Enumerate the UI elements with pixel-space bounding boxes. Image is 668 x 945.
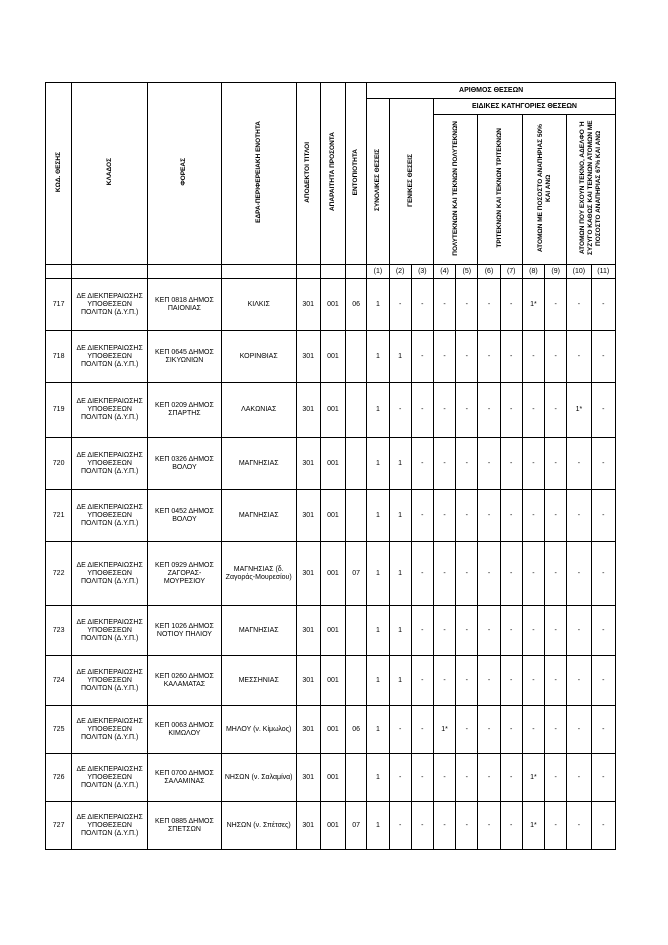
table-row (46, 802, 616, 850)
cell-agency: ΚΕΠ 0452 ΔΗΜΟΣ ΒΟΛΟΥ (148, 490, 222, 542)
cell-count: - (567, 754, 591, 802)
cell-seat: ΝΗΣΩΝ (ν. Σπέτσες) (221, 802, 296, 850)
cell-count: 1 (367, 490, 389, 542)
cell-count: 1 (367, 438, 389, 490)
cell-count: 1 (367, 279, 389, 331)
cell-count: - (545, 802, 567, 850)
cell-count: - (433, 279, 455, 331)
cell-agency: ΚΕΠ 0818 ΔΗΜΟΣ ΠΑΙΟΝΙΑΣ (148, 279, 222, 331)
cell-count: - (411, 279, 433, 331)
cell-count: - (522, 438, 544, 490)
cell-code: 724 (46, 656, 72, 706)
cell-count: - (591, 279, 615, 331)
cell-local (346, 383, 367, 438)
cell-count: 1* (522, 754, 544, 802)
cell-count: - (567, 438, 591, 490)
cell-count: - (411, 383, 433, 438)
column-number: (9) (545, 265, 567, 279)
cell-count: - (456, 754, 478, 802)
cell-agency: ΚΕΠ 0700 ΔΗΜΟΣ ΣΑΛΑΜΙΝΑΣ (148, 754, 222, 802)
cell-branch: ΔΕ ΔΙΕΚΠΕΡΑΙΩΣΗΣ ΥΠΟΘΕΣΕΩΝ ΠΟΛΙΤΩΝ (Δ.Υ.Π.) (72, 542, 148, 606)
cell-count: - (456, 706, 478, 754)
cell-count: - (500, 383, 522, 438)
cell-count: - (478, 706, 500, 754)
cell-count: 1 (389, 490, 411, 542)
cell-count: - (411, 331, 433, 383)
cell-extra: 001 (320, 706, 345, 754)
header-extra: ΑΠΑΡΑΙΤΗΤΑ ΠΡΟΣΟΝΤΑ (320, 83, 345, 265)
cell-count: - (591, 490, 615, 542)
cell-count: - (545, 490, 567, 542)
header-total: ΣΥΝΟΛΙΚΕΣ ΘΕΣΕΙΣ (367, 99, 389, 265)
cell-count: - (545, 706, 567, 754)
cell-count: - (389, 754, 411, 802)
cell-code: 726 (46, 754, 72, 802)
cell-count: - (591, 656, 615, 706)
cell-titles: 301 (296, 490, 320, 542)
cell-count: - (522, 706, 544, 754)
cell-count: - (522, 542, 544, 606)
table-row (46, 490, 616, 542)
cell-code: 717 (46, 279, 72, 331)
cell-count: - (567, 706, 591, 754)
cell-branch: ΔΕ ΔΙΕΚΠΕΡΑΙΩΣΗΣ ΥΠΟΘΕΣΕΩΝ ΠΟΛΙΤΩΝ (Δ.Υ.Π.) (72, 438, 148, 490)
cell-code: 727 (46, 802, 72, 850)
cell-count: - (500, 279, 522, 331)
cell-code: 723 (46, 606, 72, 656)
cell-code: 718 (46, 331, 72, 383)
cell-count: 1 (389, 438, 411, 490)
cell-count: - (567, 490, 591, 542)
cell-count: - (456, 331, 478, 383)
cell-count: - (478, 438, 500, 490)
cell-count: - (591, 383, 615, 438)
cell-count: - (433, 490, 455, 542)
cell-titles: 301 (296, 754, 320, 802)
cell-count: - (456, 490, 478, 542)
cell-count: 1 (389, 656, 411, 706)
cell-count: 1 (367, 331, 389, 383)
table-row (46, 754, 616, 802)
cell-count: 1 (367, 802, 389, 850)
header-poly: ΠΟΛΥΤΕΚΝΩΝ ΚΑΙ ΤΕΚΝΩΝ ΠΟΛΥΤΕΚΝΩΝ (433, 115, 477, 265)
cell-extra: 001 (320, 606, 345, 656)
cell-count: - (411, 490, 433, 542)
table-row (46, 606, 616, 656)
cell-titles: 301 (296, 383, 320, 438)
cell-agency: ΚΕΠ 0645 ΔΗΜΟΣ ΣΙΚΥΩΝΙΩΝ (148, 331, 222, 383)
cell-count: 1 (367, 656, 389, 706)
cell-count: - (433, 331, 455, 383)
cell-local (346, 606, 367, 656)
column-number: (8) (522, 265, 544, 279)
cell-code: 722 (46, 542, 72, 606)
cell-titles: 301 (296, 706, 320, 754)
cell-count: - (545, 656, 567, 706)
positions-table (45, 82, 616, 850)
cell-count: - (567, 656, 591, 706)
cell-count: - (500, 490, 522, 542)
cell-extra: 001 (320, 331, 345, 383)
cell-branch: ΔΕ ΔΙΕΚΠΕΡΑΙΩΣΗΣ ΥΠΟΘΕΣΕΩΝ ΠΟΛΙΤΩΝ (Δ.Υ.Π.) (72, 383, 148, 438)
cell-branch: ΔΕ ΔΙΕΚΠΕΡΑΙΩΣΗΣ ΥΠΟΘΕΣΕΩΝ ΠΟΛΙΤΩΝ (Δ.Υ.Π.) (72, 802, 148, 850)
cell-count: 1 (367, 706, 389, 754)
cell-branch: ΔΕ ΔΙΕΚΠΕΡΑΙΩΣΗΣ ΥΠΟΘΕΣΕΩΝ ΠΟΛΙΤΩΝ (Δ.Υ.Π.) (72, 754, 148, 802)
cell-agency: ΚΕΠ 0260 ΔΗΜΟΣ ΚΑΛΑΜΑΤΑΣ (148, 656, 222, 706)
cell-count: - (411, 656, 433, 706)
cell-count: - (500, 438, 522, 490)
cell-count: 1 (389, 331, 411, 383)
cell-count: - (591, 706, 615, 754)
cell-branch: ΔΕ ΔΙΕΚΠΕΡΑΙΩΣΗΣ ΥΠΟΘΕΣΕΩΝ ΠΟΛΙΤΩΝ (Δ.Υ.Π.) (72, 490, 148, 542)
cell-count: - (567, 279, 591, 331)
cell-count: - (591, 331, 615, 383)
cell-agency: ΚΕΠ 0326 ΔΗΜΟΣ ΒΟΛΟΥ (148, 438, 222, 490)
cell-local (346, 490, 367, 542)
cell-count: - (389, 802, 411, 850)
header-disab: ΑΤΟΜΩΝ ΜΕ ΠΟΣΟΣΤΟ ΑΝΑΠΗΡΙΑΣ 50% ΚΑΙ ΑΝΩ (522, 115, 566, 265)
cell-extra: 001 (320, 279, 345, 331)
cell-count: - (478, 802, 500, 850)
cell-count: - (478, 542, 500, 606)
cell-agency: ΚΕΠ 0063 ΔΗΜΟΣ ΚΙΜΩΛΟΥ (148, 706, 222, 754)
cell-count: - (456, 542, 478, 606)
cell-count: 1 (389, 542, 411, 606)
cell-count: - (433, 383, 455, 438)
cell-count: - (478, 331, 500, 383)
cell-count: - (545, 438, 567, 490)
column-number: (5) (456, 265, 478, 279)
table-row (46, 542, 616, 606)
cell-titles: 301 (296, 438, 320, 490)
table-row (46, 656, 616, 706)
table-row (46, 383, 616, 438)
cell-branch: ΔΕ ΔΙΕΚΠΕΡΑΙΩΣΗΣ ΥΠΟΘΕΣΕΩΝ ΠΟΛΙΤΩΝ (Δ.Υ.Π.) (72, 331, 148, 383)
cell-count: - (478, 279, 500, 331)
cell-extra: 001 (320, 754, 345, 802)
cell-count: - (500, 542, 522, 606)
cell-count: - (411, 438, 433, 490)
cell-extra: 001 (320, 802, 345, 850)
cell-count: - (411, 802, 433, 850)
cell-seat: ΜΑΓΝΗΣΙΑΣ (221, 606, 296, 656)
cell-extra: 001 (320, 656, 345, 706)
cell-count: - (389, 279, 411, 331)
cell-count: - (389, 383, 411, 438)
column-number: (3) (411, 265, 433, 279)
cell-local: 06 (346, 279, 367, 331)
cell-agency: ΚΕΠ 0885 ΔΗΜΟΣ ΣΠΕΤΣΩΝ (148, 802, 222, 850)
cell-count: - (478, 606, 500, 656)
header-code: ΚΩΔ. ΘΕΣΗΣ (46, 83, 72, 265)
cell-count: - (591, 802, 615, 850)
cell-count: 1* (522, 279, 544, 331)
header-tri: ΤΡΙΤΕΚΝΩΝ ΚΑΙ ΤΕΚΝΩΝ ΤΡΙΤΕΚΝΩΝ (478, 115, 522, 265)
header-general: ΓΕΝΙΚΕΣ ΘΕΣΕΙΣ (389, 99, 433, 265)
header-local: ΕΝΤΟΠΙΟΤΗΤΑ (346, 83, 367, 265)
cell-count: - (567, 331, 591, 383)
cell-count: - (500, 331, 522, 383)
column-number: (10) (567, 265, 591, 279)
cell-count: - (456, 656, 478, 706)
cell-count: - (545, 606, 567, 656)
cell-count: - (478, 656, 500, 706)
cell-count: - (478, 754, 500, 802)
cell-branch: ΔΕ ΔΙΕΚΠΕΡΑΙΩΣΗΣ ΥΠΟΘΕΣΕΩΝ ΠΟΛΙΤΩΝ (Δ.Υ.Π.) (72, 706, 148, 754)
cell-code: 721 (46, 490, 72, 542)
cell-local (346, 656, 367, 706)
column-number: (1) (367, 265, 389, 279)
cell-agency: ΚΕΠ 0209 ΔΗΜΟΣ ΣΠΑΡΤΗΣ (148, 383, 222, 438)
cell-count: - (522, 331, 544, 383)
cell-count: - (411, 706, 433, 754)
cell-count: - (591, 606, 615, 656)
header-titles: ΑΠΟΔΕΚΤΟΙ ΤΙΤΛΟΙ (296, 83, 320, 265)
cell-agency: ΚΕΠ 0929 ΔΗΜΟΣ ΖΑΓΟΡΑΣ-ΜΟΥΡΕΣΙΟΥ (148, 542, 222, 606)
cell-seat: ΚΟΡΙΝΘΙΑΣ (221, 331, 296, 383)
cell-local (346, 438, 367, 490)
cell-count: - (411, 754, 433, 802)
cell-seat: ΚΙΛΚΙΣ (221, 279, 296, 331)
cell-count: - (567, 542, 591, 606)
cell-count: - (545, 383, 567, 438)
cell-count: 1* (522, 802, 544, 850)
cell-local: 07 (346, 802, 367, 850)
column-number: (4) (433, 265, 455, 279)
header-positions: ΑΡΙΘΜΟΣ ΘΕΣΕΩΝ (367, 83, 616, 99)
cell-count: - (591, 438, 615, 490)
cell-count: - (478, 383, 500, 438)
cell-count: - (591, 754, 615, 802)
cell-count: - (567, 802, 591, 850)
column-number: (6) (478, 265, 500, 279)
cell-count: - (456, 438, 478, 490)
cell-count: - (478, 490, 500, 542)
cell-count: 1 (367, 542, 389, 606)
cell-titles: 301 (296, 331, 320, 383)
table-row (46, 279, 616, 331)
cell-seat: ΜΑΓΝΗΣΙΑΣ (δ. Ζαγοράς-Μουρεσίου) (221, 542, 296, 606)
cell-extra: 001 (320, 438, 345, 490)
cell-count: - (500, 754, 522, 802)
cell-count: 1 (389, 606, 411, 656)
cell-count: - (411, 542, 433, 606)
cell-branch: ΔΕ ΔΙΕΚΠΕΡΑΙΩΣΗΣ ΥΠΟΘΕΣΕΩΝ ΠΟΛΙΤΩΝ (Δ.Υ.Π.) (72, 656, 148, 706)
cell-code: 719 (46, 383, 72, 438)
cell-local: 07 (346, 542, 367, 606)
cell-titles: 301 (296, 606, 320, 656)
cell-extra: 001 (320, 542, 345, 606)
column-number: (7) (500, 265, 522, 279)
cell-count: - (567, 606, 591, 656)
cell-count: - (500, 606, 522, 656)
cell-seat: ΝΗΣΩΝ (ν. Σαλαμίνα) (221, 754, 296, 802)
table-row (46, 438, 616, 490)
column-number: (2) (389, 265, 411, 279)
cell-count: 1* (433, 706, 455, 754)
header-family: ΑΤΟΜΩΝ ΠΟΥ ΕΧΟΥΝ ΤΕΚΝΟ, ΑΔΕΛΦΟ Ή ΣΥΖΥΓΟ ΚΑΘΩΣ ΚΑΙ ΤΕΚΝΩΝ ΑΤΟΜΩΝ ΜΕ ΠΟΣΟΣΤΟ ΑΝΑΠΗΡΙΑΣ 67% ΚΑΙ ΑΝΩ (567, 115, 616, 265)
cell-count: - (433, 542, 455, 606)
cell-count: - (456, 802, 478, 850)
cell-count: 1 (367, 606, 389, 656)
cell-count: - (522, 490, 544, 542)
cell-local (346, 754, 367, 802)
cell-count: 1* (567, 383, 591, 438)
cell-seat: ΜΑΓΝΗΣΙΑΣ (221, 490, 296, 542)
cell-count: 1 (367, 383, 389, 438)
cell-count: - (433, 802, 455, 850)
cell-count: - (545, 754, 567, 802)
cell-seat: ΜΕΣΣΗΝΙΑΣ (221, 656, 296, 706)
cell-count: - (545, 279, 567, 331)
cell-branch: ΔΕ ΔΙΕΚΠΕΡΑΙΩΣΗΣ ΥΠΟΘΕΣΕΩΝ ΠΟΛΙΤΩΝ (Δ.Υ.Π.) (72, 279, 148, 331)
cell-code: 720 (46, 438, 72, 490)
cell-seat: ΜΗΛΟΥ (ν. Κίμωλος) (221, 706, 296, 754)
header-agency: ΦΟΡΕΑΣ (148, 83, 222, 265)
cell-extra: 001 (320, 490, 345, 542)
header-branch: ΚΛΑΔΟΣ (72, 83, 148, 265)
header-special: ΕΙΔΙΚΕΣ ΚΑΤΗΓΟΡΙΕΣ ΘΕΣΕΩΝ (433, 99, 615, 115)
cell-count: - (591, 542, 615, 606)
cell-local: 06 (346, 706, 367, 754)
cell-titles: 301 (296, 656, 320, 706)
cell-seat: ΜΑΓΝΗΣΙΑΣ (221, 438, 296, 490)
cell-count: - (433, 754, 455, 802)
table-row (46, 331, 616, 383)
cell-count: - (433, 606, 455, 656)
cell-count: - (522, 656, 544, 706)
cell-count: - (500, 706, 522, 754)
cell-count: - (500, 802, 522, 850)
column-number: (11) (591, 265, 615, 279)
cell-count: 1 (367, 754, 389, 802)
cell-count: - (433, 656, 455, 706)
cell-code: 725 (46, 706, 72, 754)
cell-count: - (522, 383, 544, 438)
table-body (46, 279, 616, 850)
cell-branch: ΔΕ ΔΙΕΚΠΕΡΑΙΩΣΗΣ ΥΠΟΘΕΣΕΩΝ ΠΟΛΙΤΩΝ (Δ.Υ.Π.) (72, 606, 148, 656)
cell-agency: ΚΕΠ 1026 ΔΗΜΟΣ ΝΟΤΙΟΥ ΠΗΛΙΟΥ (148, 606, 222, 656)
cell-count: - (545, 542, 567, 606)
cell-titles: 301 (296, 802, 320, 850)
cell-seat: ΛΑΚΩΝΙΑΣ (221, 383, 296, 438)
cell-count: - (433, 438, 455, 490)
cell-count: - (456, 606, 478, 656)
cell-local (346, 331, 367, 383)
cell-count: - (456, 279, 478, 331)
cell-extra: 001 (320, 383, 345, 438)
cell-titles: 301 (296, 542, 320, 606)
column-number-row (46, 265, 616, 279)
cell-count: - (500, 656, 522, 706)
header-seat: ΕΔΡΑ-ΠΕΡΙΦΕΡΕΙΑΚΗ ΕΝΟΤΗΤΑ (221, 83, 296, 265)
cell-count: - (522, 606, 544, 656)
cell-count: - (456, 383, 478, 438)
cell-count: - (411, 606, 433, 656)
cell-titles: 301 (296, 279, 320, 331)
cell-count: - (545, 331, 567, 383)
cell-count: - (389, 706, 411, 754)
table-row (46, 706, 616, 754)
